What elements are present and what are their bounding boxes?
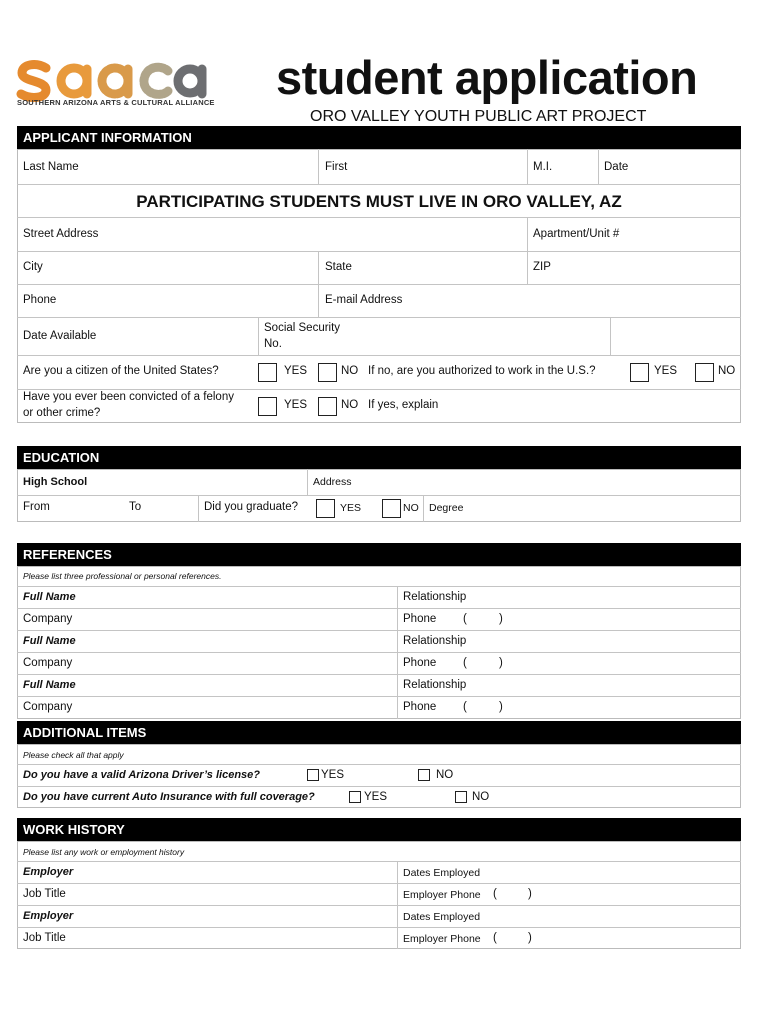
graduate-yes-label: YES [340,502,362,514]
work-note: Please list any work or employment history [23,847,185,857]
graduate-question: Did you graduate? [204,501,298,513]
section-header-work: WORK HISTORY [17,818,741,841]
license-yes-checkbox[interactable] [307,769,319,781]
ref1-relationship-label: Relationship [403,591,467,603]
residency-banner: PARTICIPATING STUDENTS MUST LIVE IN ORO VALLEY, AZ [136,192,622,211]
authorized-question: If no, are you authorized to work in the U.S.? [368,365,596,377]
license-no-checkbox[interactable] [418,769,430,781]
citizen-yes-label: YES [284,365,308,377]
license-question: Do you have a valid Arizona Driver’s license? [23,769,260,781]
ref3-phone-paren-open: ( [463,701,467,713]
work1-job-title-label: Job Title [23,888,66,900]
insurance-yes-checkbox[interactable] [349,791,361,803]
date-available-label: Date Available [23,330,97,342]
first-name-label: First [325,161,348,173]
insurance-no-checkbox[interactable] [455,791,467,803]
license-no-label: NO [436,769,454,781]
ref2-relationship-label: Relationship [403,635,467,647]
high-school-label: High School [23,476,88,488]
work1-phone-label: Employer Phone [403,889,481,901]
degree-label: Degree [429,502,464,514]
work2-job-title-label: Job Title [23,932,66,944]
work1-dates-label: Dates Employed [403,867,481,879]
ref1-phone-paren-close: ) [499,613,503,625]
authorized-yes-label: YES [654,365,678,377]
felony-yes-checkbox[interactable] [258,397,277,416]
to-label: To [129,501,142,513]
ref2-phone-paren-close: ) [499,657,503,669]
felony-question-line2: or other crime? [23,407,101,419]
citizen-question: Are you a citizen of the United States? [23,365,219,377]
felony-no-label: NO [341,399,359,411]
ssn-label-line1: Social Security [264,322,341,334]
section-header-references: REFERENCES [17,543,741,566]
saaca-logo-mark [21,65,202,98]
middle-initial-label: M.I. [533,161,553,173]
section-header-applicant: APPLICANT INFORMATION [17,126,741,149]
authorized-no-checkbox[interactable] [695,363,714,382]
ref1-phone-paren-open: ( [463,613,467,625]
email-label: E-mail Address [325,294,403,306]
explain-label: If yes, explain [368,399,439,411]
ref3-phone-paren-close: ) [499,701,503,713]
work2-phone-paren-open: ( [493,932,497,944]
felony-question-line1: Have you ever been convicted of a felony [23,391,234,403]
section-header-additional: ADDITIONAL ITEMS [17,721,741,744]
ssn-label-line2: No. [264,338,282,350]
additional-note: Please check all that apply [23,750,124,760]
insurance-no-label: NO [472,791,490,803]
license-yes-label: YES [321,769,345,781]
apartment-label: Apartment/Unit # [533,228,620,240]
page-subtitle: ORO VALLEY YOUTH PUBLIC ART PROJECT [310,108,647,125]
city-label: City [23,261,43,273]
ref2-company-label: Company [23,657,73,669]
street-address-label: Street Address [23,228,99,240]
last-name-label: Last Name [23,161,79,173]
graduate-no-checkbox[interactable] [382,499,401,518]
work2-phone-paren-close: ) [528,932,532,944]
insurance-yes-label: YES [364,791,388,803]
ref2-phone-paren-open: ( [463,657,467,669]
ref1-phone-label: Phone [403,613,437,625]
felony-yes-label: YES [284,399,308,411]
work-section [17,841,741,949]
from-label: From [23,501,50,513]
page-title: student application [276,51,698,104]
citizen-no-label: NO [341,365,359,377]
work1-phone-paren-close: ) [528,888,532,900]
insurance-question: Do you have current Auto Insurance with full coverage? [23,791,315,803]
work2-dates-label: Dates Employed [403,911,481,923]
felony-no-checkbox[interactable] [318,397,337,416]
ref1-company-label: Company [23,613,73,625]
work1-phone-paren-open: ( [493,888,497,900]
state-label: State [325,261,352,273]
work2-phone-label: Employer Phone [403,933,481,945]
ref1-full-name-label: Full Name [23,591,76,603]
ref2-phone-label: Phone [403,657,437,669]
ref3-relationship-label: Relationship [403,679,467,691]
citizen-yes-checkbox[interactable] [258,363,277,382]
section-header-education: EDUCATION [17,446,741,469]
citizen-no-checkbox[interactable] [318,363,337,382]
work1-employer-label: Employer [23,866,74,878]
authorized-yes-checkbox[interactable] [630,363,649,382]
graduate-no-label: NO [403,502,419,514]
work2-employer-label: Employer [23,910,74,922]
school-address-label: Address [313,476,352,488]
date-label: Date [604,161,629,173]
references-note: Please list three professional or personal references. [23,571,222,581]
ref3-full-name-label: Full Name [23,679,76,691]
ref3-company-label: Company [23,701,73,713]
ref2-full-name-label: Full Name [23,635,76,647]
authorized-no-label: NO [718,365,736,377]
graduate-yes-checkbox[interactable] [316,499,335,518]
zip-label: ZIP [533,261,551,273]
phone-label: Phone [23,294,57,306]
logo-subtitle: SOUTHERN ARIZONA ARTS & CULTURAL ALLIANCE [17,98,215,107]
ref3-phone-label: Phone [403,701,437,713]
